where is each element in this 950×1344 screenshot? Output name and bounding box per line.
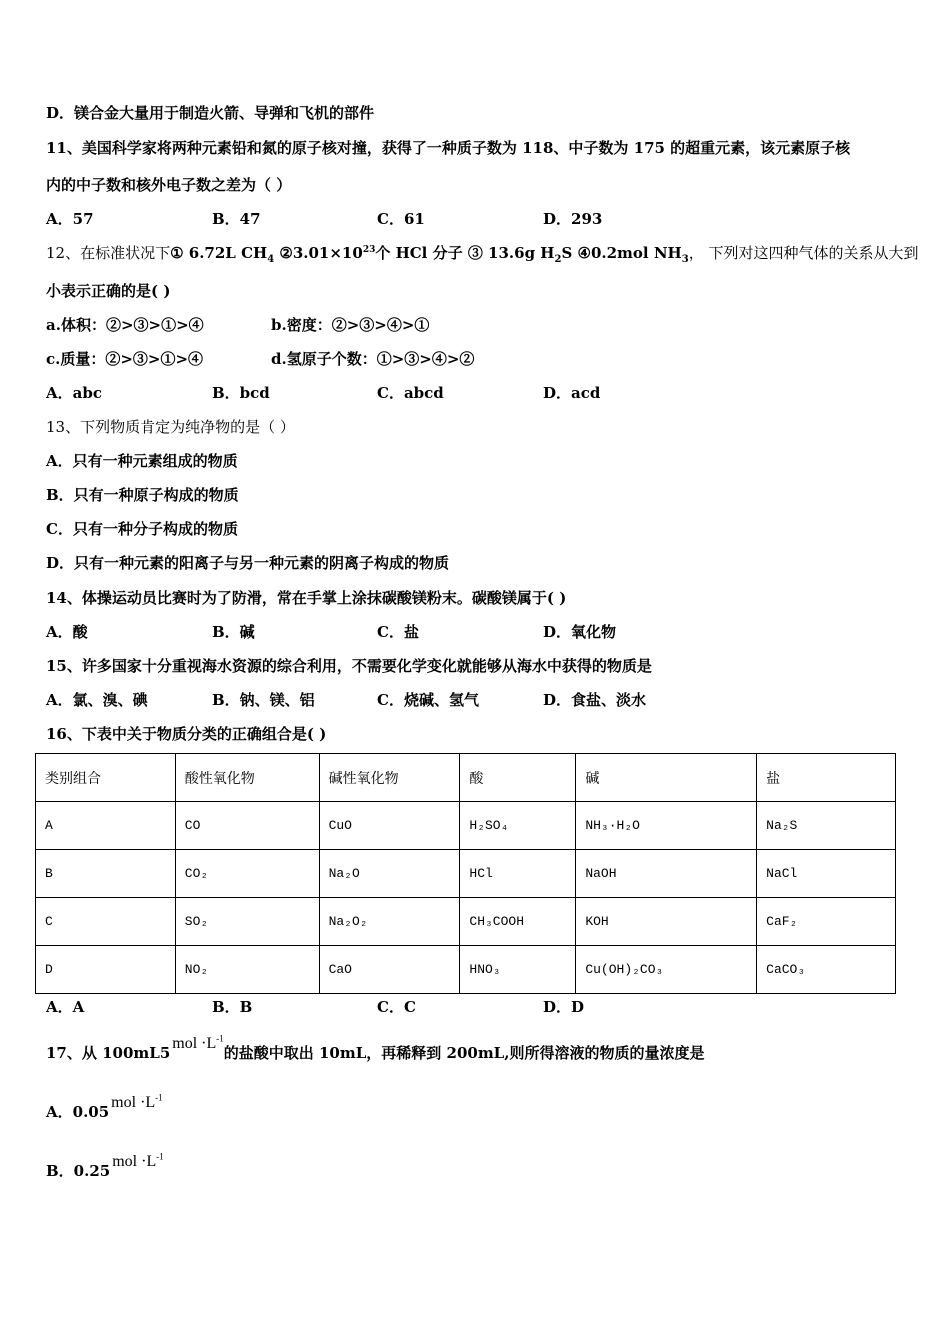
q12-stem-line2: 小表示正确的是( ) bbox=[46, 282, 171, 300]
q15-option-a: A．氯、溴、碘 bbox=[46, 691, 148, 709]
q17-unit-sup: -1 bbox=[156, 1151, 164, 1162]
q16-option-d: D．D bbox=[543, 998, 585, 1016]
q17-option-a bbox=[46, 1092, 163, 1122]
table-cell: NO₂ bbox=[175, 946, 319, 994]
q14-option-a: A．酸 bbox=[46, 623, 88, 641]
table-cell: CO₂ bbox=[175, 850, 319, 898]
table-header-cell: 类别组合 bbox=[36, 754, 176, 802]
q17-option-b bbox=[46, 1151, 164, 1181]
q17-unit-sup: -1 bbox=[155, 1092, 163, 1103]
q12-statement-d: d.氢原子个数：①>③>④>② bbox=[271, 350, 475, 368]
q14-option-b: B．碱 bbox=[212, 623, 255, 641]
table-cell: HNO₃ bbox=[460, 946, 576, 994]
table-cell: B bbox=[36, 850, 176, 898]
q12-item3: ③ 13.6g H bbox=[467, 244, 555, 262]
q11-option-a: A．57 bbox=[46, 210, 94, 228]
q17-option-b-unit bbox=[112, 1153, 164, 1170]
q17-stem-pre: 17、从 100mL5 bbox=[46, 1044, 171, 1062]
q13-option-a: A．只有一种元素组成的物质 bbox=[46, 452, 238, 470]
q12-statement-a: a.体积：②>③>①>④ bbox=[46, 316, 204, 334]
q12-item2: ②3.01×10 bbox=[274, 244, 363, 262]
table-cell: Na₂O₂ bbox=[319, 898, 460, 946]
q12-option-d: D．acd bbox=[543, 384, 601, 402]
q14-option-d: D．氧化物 bbox=[543, 623, 617, 641]
table-header-cell: 碱性氧化物 bbox=[319, 754, 460, 802]
q14-option-c: C．盐 bbox=[377, 623, 419, 641]
q17-unit bbox=[172, 1035, 224, 1052]
q12-item1: ① 6.72L CH bbox=[170, 244, 268, 262]
table-header-row bbox=[36, 754, 896, 802]
q12-option-a: A．abc bbox=[46, 384, 102, 402]
q10-option-d: D．镁合金大量用于制造火箭、导弹和飞机的部件 bbox=[46, 104, 375, 122]
q16-stem: 16、下表中关于物质分类的正确组合是( ) bbox=[46, 725, 327, 743]
q12-statement-b: b.密度：②>③>④>① bbox=[271, 316, 430, 334]
q17-option-b-value: B．0.25 bbox=[46, 1162, 111, 1180]
q13-stem: 13、下列物质肯定为纯净物的是（ ） bbox=[46, 418, 295, 436]
table-cell: D bbox=[36, 946, 176, 994]
table-cell: A bbox=[36, 802, 176, 850]
q12-item3-sub: 2 bbox=[554, 254, 562, 265]
q12-statement-c: c.质量：②>③>①>④ bbox=[46, 350, 204, 368]
q12-item3-rest: S bbox=[561, 244, 578, 262]
table-cell: Cu(OH)₂CO₃ bbox=[576, 946, 757, 994]
table-header-cell: 酸 bbox=[460, 754, 576, 802]
table-row bbox=[36, 946, 896, 994]
table-cell: CaO bbox=[319, 946, 460, 994]
table-row bbox=[36, 850, 896, 898]
q13-option-b: B．只有一种原子构成的物质 bbox=[46, 486, 239, 504]
q17-unit-text: mol ·L bbox=[172, 1035, 217, 1052]
q17-option-a-value: A．0.05 bbox=[46, 1103, 110, 1121]
q11-stem-line1: 11、美国科学家将两种元素铅和氮的原子核对撞，获得了一种质子数为 118、中子数为 175 的超重元素，该元素原子核 bbox=[46, 139, 851, 157]
q17-stem-post: 的盐酸中取出 10mL，再稀释到 200mL,则所得溶液的物质的量浓度是 bbox=[223, 1044, 705, 1062]
q12-option-c: C．abcd bbox=[377, 384, 444, 402]
q15-option-b: B．钠、镁、铝 bbox=[212, 691, 315, 709]
table-header-cell: 盐 bbox=[757, 754, 896, 802]
q17-option-a-unit bbox=[111, 1094, 163, 1111]
table-cell: Na₂S bbox=[757, 802, 896, 850]
q11-option-b: B．47 bbox=[212, 210, 261, 228]
q13-option-d: D．只有一种元素的阳离子与另一种元素的阴离子构成的物质 bbox=[46, 554, 450, 572]
q17-unit-text: mol ·L bbox=[111, 1094, 156, 1111]
q15-option-c: C．烧碱、氢气 bbox=[377, 691, 479, 709]
q16-option-c: C．C bbox=[377, 998, 416, 1016]
q11-option-c: C．61 bbox=[377, 210, 425, 228]
table-cell: CaCO₃ bbox=[757, 946, 896, 994]
table-cell: NH₃·H₂O bbox=[576, 802, 757, 850]
q12-stem-line1 bbox=[46, 242, 918, 265]
q12-item1-sub: 4 bbox=[267, 254, 275, 265]
q12-number: 12、在标准状况下 bbox=[46, 244, 171, 262]
q15-option-d: D．食盐、淡水 bbox=[543, 691, 647, 709]
table-cell: SO₂ bbox=[175, 898, 319, 946]
table-row bbox=[36, 898, 896, 946]
q17-unit-text: mol ·L bbox=[112, 1153, 157, 1170]
q12-option-b: B．bcd bbox=[212, 384, 270, 402]
q15-stem: 15、许多国家十分重视海水资源的综合利用，不需要化学变化就能够从海水中获得的物质是 bbox=[46, 657, 652, 675]
table-cell: NaCl bbox=[757, 850, 896, 898]
table-cell: H₂SO₄ bbox=[460, 802, 576, 850]
q16-option-a: A．A bbox=[46, 998, 85, 1016]
table-cell: NaOH bbox=[576, 850, 757, 898]
table-cell: HCl bbox=[460, 850, 576, 898]
q12-item4: ④0.2mol NH bbox=[577, 244, 682, 262]
q12-item2-rest: 个 HCl 分子 bbox=[375, 244, 468, 262]
table-cell: Na₂O bbox=[319, 850, 460, 898]
q17-stem bbox=[46, 1033, 705, 1063]
table-row bbox=[36, 802, 896, 850]
table-cell: CuO bbox=[319, 802, 460, 850]
table-cell: CH₃COOH bbox=[460, 898, 576, 946]
q14-stem: 14、体操运动员比赛时为了防滑，常在手掌上涂抹碳酸镁粉末。碳酸镁属于( ) bbox=[46, 589, 567, 607]
q12-item4-sub: 3 bbox=[681, 254, 689, 265]
q13-option-c: C．只有一种分子构成的物质 bbox=[46, 520, 238, 538]
q11-option-d: D．293 bbox=[543, 210, 603, 228]
table-header-cell: 酸性氧化物 bbox=[175, 754, 319, 802]
table-header-cell: 碱 bbox=[576, 754, 757, 802]
q11-stem-line2: 内的中子数和核外电子数之差为（ ） bbox=[46, 176, 292, 194]
classification-table bbox=[35, 753, 896, 994]
q12-tail: ， 下列对这四种气体的关系从大到 bbox=[688, 244, 919, 262]
q16-option-b: B．B bbox=[212, 998, 253, 1016]
table-cell: CaF₂ bbox=[757, 898, 896, 946]
table-cell: KOH bbox=[576, 898, 757, 946]
q17-unit-sup: -1 bbox=[216, 1033, 224, 1044]
q12-item2-sup: 23 bbox=[362, 245, 376, 255]
table-cell: CO bbox=[175, 802, 319, 850]
table-cell: C bbox=[36, 898, 176, 946]
